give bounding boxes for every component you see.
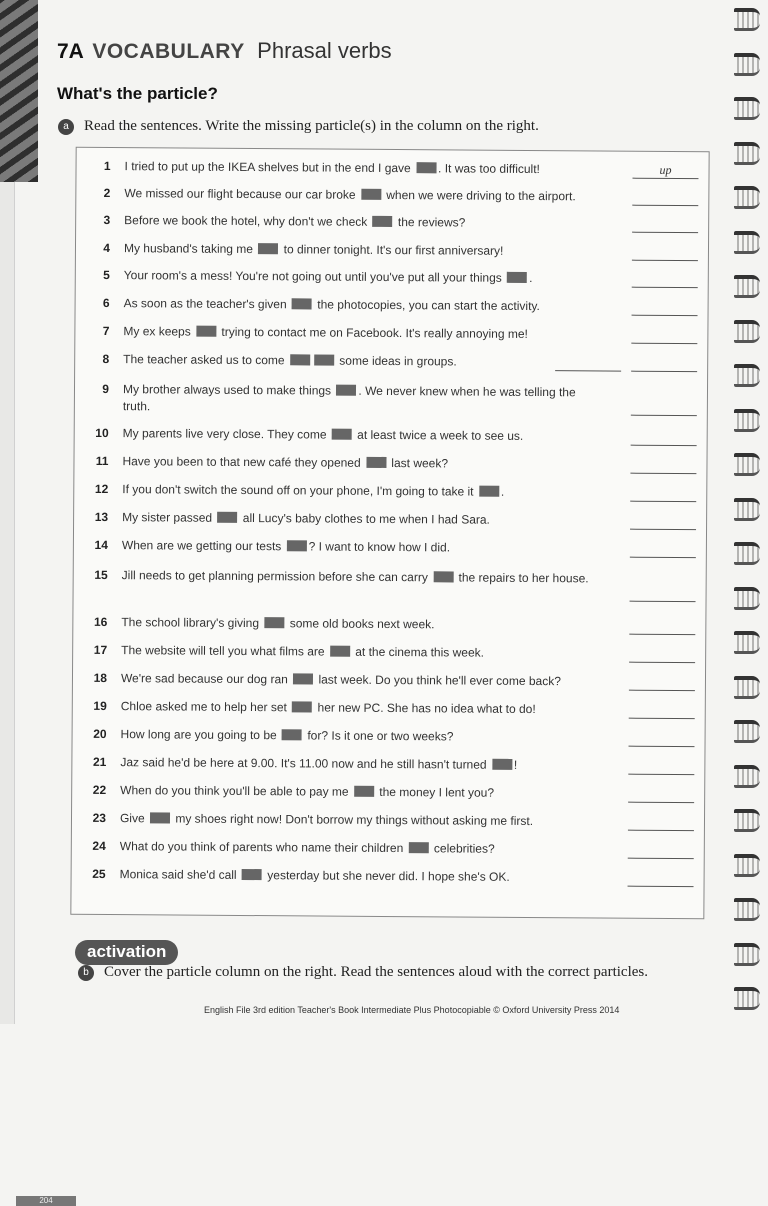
answer-line[interactable]	[629, 732, 695, 747]
hidden-particle-block	[416, 162, 436, 173]
instruction-a	[58, 118, 539, 135]
sentence-text: If you don't switch the sound off on your phone, I'm going to take it	[122, 482, 477, 498]
row-number: 23	[84, 810, 106, 827]
hidden-particle-block	[282, 729, 302, 740]
hidden-particle-block	[507, 272, 527, 283]
exercise-row	[87, 323, 697, 344]
hidden-particle-block	[290, 354, 310, 365]
topic-title: Phrasal verbs	[257, 38, 392, 63]
row-number: 21	[84, 754, 106, 771]
binding-coil	[734, 720, 760, 743]
answer-line-extra[interactable]	[555, 356, 621, 371]
exercise-row	[86, 537, 696, 558]
row-number: 22	[84, 782, 106, 799]
binding-coil	[734, 409, 760, 432]
answer-line[interactable]	[629, 648, 695, 663]
sentence-text: . We never knew when he was telling the truth.	[123, 384, 576, 414]
row-number: 3	[88, 212, 110, 229]
row-number: 4	[88, 240, 110, 257]
hidden-particle-block	[479, 486, 499, 497]
row-number: 5	[88, 267, 110, 284]
answer-line[interactable]	[632, 191, 698, 206]
sentence	[122, 453, 602, 473]
hidden-particle-block	[332, 429, 352, 440]
sentence-text: My brother always used to make things	[123, 382, 335, 397]
sentence	[120, 754, 600, 774]
sentence-text: When do you think you'll be able to pay me	[120, 783, 352, 799]
sentence	[124, 212, 604, 232]
binding-coil	[734, 987, 760, 1010]
answer-line[interactable]	[630, 587, 696, 602]
row-number: 11	[86, 453, 108, 470]
row-number: 17	[85, 642, 107, 659]
hidden-particle-block	[217, 512, 237, 523]
sentence-text: the photocopies, you can start the activity.	[314, 297, 540, 313]
sentence-text: ? I want to know how I did.	[309, 539, 451, 554]
row-number: 2	[88, 185, 110, 202]
spiral-binding	[730, 0, 768, 1024]
exercise-row	[85, 614, 695, 635]
sentence-text: the repairs to her house.	[455, 570, 589, 585]
sentence-text: My husband's taking me	[124, 241, 256, 256]
sentence-text: We're sad because our dog ran	[121, 671, 291, 686]
sentence-text: As soon as the teacher's given	[124, 296, 290, 311]
row-number: 20	[85, 726, 107, 743]
sentence-text: My parents live very close. They come	[123, 426, 330, 441]
answer-line[interactable]	[632, 246, 698, 261]
decorative-stripes	[0, 0, 38, 182]
hidden-particle-block	[264, 617, 284, 628]
exercise-row	[88, 295, 698, 316]
answer-line[interactable]: up	[632, 164, 698, 179]
answer-line[interactable]	[630, 543, 696, 558]
exercise-row	[88, 240, 698, 261]
hidden-particle-block	[292, 701, 312, 712]
binding-coil	[734, 320, 760, 343]
exercise-row	[88, 185, 698, 206]
answer-line[interactable]	[629, 704, 695, 719]
answer-line[interactable]	[628, 788, 694, 803]
sentence-text: at the cinema this week.	[352, 645, 484, 660]
answer-line[interactable]	[629, 620, 695, 635]
row-number: 25	[84, 866, 106, 883]
sentence-text: The school library's giving	[121, 615, 262, 630]
answer-line[interactable]	[631, 401, 697, 416]
sentence	[122, 567, 602, 587]
binding-coil	[734, 8, 760, 31]
exercise-row	[84, 754, 694, 775]
sentence-text: all Lucy's baby clothes to me when I had Sara.	[239, 511, 490, 527]
binding-coil	[734, 542, 760, 565]
binding-coil	[734, 854, 760, 877]
page-number: 204	[16, 1196, 76, 1206]
sentence	[122, 537, 602, 557]
binding-coil	[734, 453, 760, 476]
sentence	[121, 698, 601, 718]
hidden-particle-block	[366, 457, 386, 468]
sentence-text: .	[501, 485, 504, 499]
sentence-text: last week?	[388, 456, 448, 470]
instruction-b	[78, 964, 648, 981]
hidden-particle-block	[150, 812, 170, 823]
binding-coil	[734, 364, 760, 387]
sentence	[121, 642, 601, 662]
exercise-row	[86, 453, 696, 474]
binding-coil	[734, 142, 760, 165]
sentence-text: What do you think of parents who name their children	[120, 839, 407, 855]
sentence	[120, 838, 600, 858]
row-number: 18	[85, 670, 107, 687]
sentence-text: How long are you going to be	[121, 727, 281, 742]
binding-coil	[734, 676, 760, 699]
answer-line[interactable]	[632, 273, 698, 288]
binding-coil	[734, 809, 760, 832]
exercise-row	[87, 381, 697, 419]
row-number: 7	[87, 323, 109, 340]
exercise-row	[86, 481, 696, 502]
answer-line[interactable]	[631, 357, 697, 372]
instruction-b-text: Cover the particle column on the right. Read the sentences aloud with the correct particles.	[104, 964, 648, 981]
exercise-heading: What's the particle?	[57, 84, 218, 104]
row-number: 8	[87, 351, 109, 368]
binding-coil	[734, 898, 760, 921]
row-number: 24	[84, 838, 106, 855]
row-number: 13	[86, 509, 108, 526]
sentence	[123, 351, 603, 371]
exercise-row	[84, 838, 694, 859]
row-number: 6	[88, 295, 110, 312]
row-number: 12	[86, 481, 108, 498]
sentence	[120, 810, 600, 830]
sentence-text: Jaz said he'd be here at 9.00. It's 11.00 now and he still hasn't turned	[120, 755, 490, 772]
exercise-row	[88, 158, 698, 179]
sentence-text: . It was too difficult!	[438, 161, 540, 176]
binding-coil	[734, 97, 760, 120]
hidden-particle-block	[258, 243, 278, 254]
step-a-badge: a	[58, 119, 74, 135]
answer-line[interactable]	[628, 844, 694, 859]
binding-coil	[734, 631, 760, 654]
row-number: 9	[87, 381, 109, 398]
hidden-particle-block	[242, 869, 262, 880]
hidden-particle-block	[409, 842, 429, 853]
answer-line[interactable]	[628, 760, 694, 775]
sentence-text: for? Is it one or two weeks?	[304, 728, 454, 743]
sentence-text: trying to contact me on Facebook. It's really annoying me!	[218, 325, 528, 341]
sentence	[123, 381, 603, 418]
sentence-text: Monica said she'd call	[120, 867, 240, 882]
sentence	[123, 323, 603, 343]
page-header	[57, 38, 392, 64]
sentence	[124, 185, 604, 205]
hidden-particle-block	[492, 759, 512, 770]
sentence-text: Have you been to that new café they opened	[122, 454, 364, 470]
sentence-text: .	[529, 271, 532, 285]
hidden-particle-block	[292, 298, 312, 309]
hidden-particle-block	[330, 646, 350, 657]
row-number: 14	[86, 537, 108, 554]
hidden-particle-block	[287, 540, 307, 551]
answer-line[interactable]	[630, 487, 696, 502]
sentence	[121, 614, 601, 634]
exercise-row	[86, 509, 696, 530]
answer-line[interactable]	[630, 459, 696, 474]
sentence-text: I tried to put up the IKEA shelves but in the end I gave	[125, 159, 415, 175]
sentence-text: her new PC. She has no idea what to do!	[314, 700, 536, 716]
hidden-particle-block	[336, 385, 356, 396]
instruction-a-text: Read the sentences. Write the missing particle(s) in the column on the right.	[84, 118, 539, 135]
sentence-text: When are we getting our tests	[122, 538, 285, 553]
sentence-text: when we were driving to the airport.	[383, 188, 576, 203]
exercise-row	[87, 351, 697, 372]
sentence	[122, 481, 602, 501]
sentence-text: some ideas in groups.	[336, 354, 457, 369]
unit-code: 7A	[57, 40, 84, 63]
sentence	[120, 866, 600, 886]
sentence	[121, 726, 601, 746]
sentence-text: !	[514, 758, 517, 772]
sentence-text: The website will tell you what films are	[121, 643, 328, 658]
hidden-particle-block	[433, 571, 453, 582]
sentence-text: Chloe asked me to help her set	[121, 699, 291, 714]
sentence-text: Jill needs to get planning permission before she can carry	[122, 568, 432, 584]
sentence-text: yesterday but she never did. I hope she's OK.	[264, 868, 510, 884]
exercise-row	[84, 810, 694, 831]
sentence-text: Your room's a mess! You're not going out until you've put all your things	[124, 268, 505, 285]
binding-coil	[734, 765, 760, 788]
hidden-particle-block	[361, 189, 381, 200]
sentence	[124, 267, 604, 287]
left-margin	[0, 182, 15, 1024]
exercise-row	[87, 425, 697, 446]
row-number: 1	[88, 158, 110, 175]
exercise-row	[86, 567, 696, 605]
hidden-particle-block	[293, 673, 313, 684]
answer-line[interactable]	[628, 816, 694, 831]
binding-coil	[734, 587, 760, 610]
exercise-box	[70, 147, 709, 919]
sentence	[120, 782, 600, 802]
exercise-row	[88, 212, 698, 233]
row-number: 10	[87, 425, 109, 442]
binding-coil	[734, 53, 760, 76]
section-title: VOCABULARY	[92, 40, 244, 63]
sentence-text: the money I lent you?	[376, 785, 494, 800]
binding-coil	[734, 231, 760, 254]
answer-line[interactable]	[632, 218, 698, 233]
sentence-text: My sister passed	[122, 510, 215, 525]
sentence-text: at least twice a week to see us.	[354, 428, 524, 443]
answer-line[interactable]	[629, 676, 695, 691]
row-number: 15	[86, 567, 108, 584]
sentence	[124, 295, 604, 315]
sentence-text: celebrities?	[431, 841, 495, 855]
sentence-text: to dinner tonight. It's our first anniversary!	[280, 242, 503, 258]
sentence	[121, 670, 601, 690]
exercise-row	[85, 726, 695, 747]
row-number: 16	[85, 614, 107, 631]
sentence-text: Before we book the hotel, why don't we check	[124, 213, 371, 229]
answer-line[interactable]	[630, 515, 696, 530]
exercise-row	[85, 642, 695, 663]
sentence-text: the reviews?	[395, 215, 466, 229]
row-number: 19	[85, 698, 107, 715]
exercise-row	[84, 782, 694, 803]
sentence-text: Give	[120, 811, 148, 825]
hidden-particle-block	[314, 354, 334, 365]
sentence	[122, 509, 602, 529]
exercise-row	[88, 267, 698, 288]
hidden-particle-block	[373, 216, 393, 227]
sentence	[123, 425, 603, 445]
answer-line[interactable]	[631, 431, 697, 446]
sentence-text: My ex keeps	[123, 324, 194, 338]
hidden-particle-block	[196, 326, 216, 337]
binding-coil	[734, 275, 760, 298]
answer-line[interactable]	[632, 301, 698, 316]
binding-coil	[734, 498, 760, 521]
sentence-text: my shoes right now! Don't borrow my things without asking me first.	[172, 811, 533, 828]
exercise-row	[85, 698, 695, 719]
binding-coil	[734, 186, 760, 209]
exercise-row	[85, 670, 695, 691]
sentence-text: some old books next week.	[286, 616, 434, 631]
footer-credit: English File 3rd edition Teacher's Book Intermediate Plus Photocopiable © Oxford University Press 2014	[204, 1005, 619, 1015]
hidden-particle-block	[354, 786, 374, 797]
sentence	[124, 158, 604, 178]
binding-coil	[734, 943, 760, 966]
exercise-row	[84, 866, 694, 887]
sentence-text: The teacher asked us to come	[123, 352, 288, 367]
answer-line[interactable]	[628, 872, 694, 887]
answer-line[interactable]	[631, 329, 697, 344]
activation-label: activation	[75, 940, 178, 965]
sentence	[124, 240, 604, 260]
step-b-badge: b	[78, 965, 94, 981]
sentence-text: last week. Do you think he'll ever come back?	[315, 672, 561, 688]
sentence-text: We missed our flight because our car broke	[124, 186, 359, 202]
